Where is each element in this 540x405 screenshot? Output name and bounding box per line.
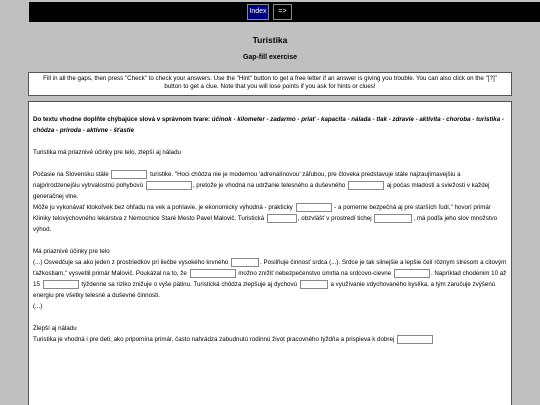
- exercise-text-area: [28, 101, 512, 405]
- text-segment: . Napríklad chodenim 10 až 15: [33, 270, 507, 288]
- paragraph-2: [33, 202, 507, 235]
- paragraph-1: [33, 169, 507, 202]
- text-segment: týždenne sa riziko znižuje o vyše pätinu. Turistická chôdza zlepšuje aj dychovú: [81, 281, 298, 288]
- text-segment: , pretože je vhodná na udržanie telesného a duševného: [192, 182, 346, 189]
- index-button[interactable]: Index: [247, 4, 269, 20]
- gap-input-12[interactable]: [397, 335, 433, 344]
- text-segment: Turistika je vhodná i pre deti, ako pripomína primár, často nahrádza zabudnutú rodinnú život pracovného týždňa a prispieva k dobrej: [33, 336, 395, 343]
- text-heading: Turistika má priaznivé účinky pre telo, zlepší aj náladu: [33, 149, 181, 156]
- subheading-1: Má priaznivé účinky pre telo: [33, 248, 110, 255]
- gap-input-3[interactable]: [348, 181, 384, 190]
- task-prefix: Do textu vhodne doplňte chýbajúce slová v správnom tvare:: [33, 116, 212, 123]
- text-segment: , má podľa jeho slov množstvo výhod.: [33, 215, 498, 233]
- text-segment: Môže ju vykonávať ktokoľvek bez ohľadu na vek a pohlavie, je ekonomicky výhodná - prakticky: [33, 204, 293, 211]
- word-bank: účinok - kilometer - zadarmo - priať - kapacita - nálada - tlak - zdravie - aktivita - choroba - turistika - chôdza - príroda - aktívne - šťastie: [33, 116, 504, 134]
- gap-input-1[interactable]: [111, 170, 147, 179]
- text-segment: a využívanie vdychovaného kyslíka, a tým zaručuje zvýšenú energiu pre všetky telesné a duševné činnosti.: [33, 281, 496, 299]
- gap-input-4[interactable]: [296, 203, 332, 212]
- ellipsis-line: (...): [33, 303, 43, 310]
- exercise-subtitle: Gap-fill exercise: [242, 54, 298, 61]
- page-title: Turistika: [252, 35, 288, 45]
- text-segment: . Posilňuje činnosť srdca (...). Srdce je tak silnejšie a lepšie čelí rôznym stresom a citovým ťažkostiam," vysvetlil primár Malovič. Poukázal na to, že: [33, 259, 507, 277]
- gap-input-9[interactable]: [394, 269, 430, 278]
- text-segment: turistike. "Hoci chôdza nie je modernou 'adrenalínovou' záľubou, pre človeka predstavuje stále najzaujímavejšiu a najprirodzenejšiu vytrvalostnú pohybovú: [33, 171, 461, 189]
- gap-input-10[interactable]: [43, 280, 79, 289]
- task-instruction: [33, 114, 507, 136]
- text-segment: možno znížiť nebezpečenstvo úmrtia na srdcovo-cievne: [238, 270, 392, 277]
- paragraph-4: [33, 334, 507, 345]
- gap-input-7[interactable]: [231, 258, 259, 267]
- text-segment: (...) Osvedčuje sa ako jeden z prostriedkov pri liečbe vysokého krvného: [33, 259, 229, 266]
- text-segment: aj počas mladosti a sviežosti v každej generačnej vlne.: [33, 182, 490, 200]
- subheading-2: Zlepší aj náladu: [33, 325, 77, 332]
- gap-input-8[interactable]: [190, 269, 236, 278]
- gap-input-11[interactable]: [300, 280, 328, 289]
- gap-input-6[interactable]: [374, 214, 412, 223]
- paragraph-3: [33, 257, 507, 301]
- text-segment: , obzvlášť v prostredí tichej: [297, 215, 372, 222]
- gap-input-5[interactable]: [267, 214, 297, 223]
- text-segment: Počasie na Slovensku stále: [33, 171, 109, 178]
- gap-input-2[interactable]: [146, 181, 192, 190]
- text-segment: - a pomerne bezpečná aj pre starších ľudí," hovorí primár Kliniky telovýchovného lekárstva z Nemocnice Staré Mesto Pavel Malovič. Turistická: [33, 204, 491, 222]
- instructions-box: Fill in all the gaps, then press "Check" to check your answers. Use the "Hint" button to get a free letter if an answer is giving you trouble. You can also click on the "[?]" button to get a clue. Note that you will lose points if you ask for hints or clues!: [28, 72, 512, 96]
- next-exercise-button[interactable]: =>: [273, 4, 292, 20]
